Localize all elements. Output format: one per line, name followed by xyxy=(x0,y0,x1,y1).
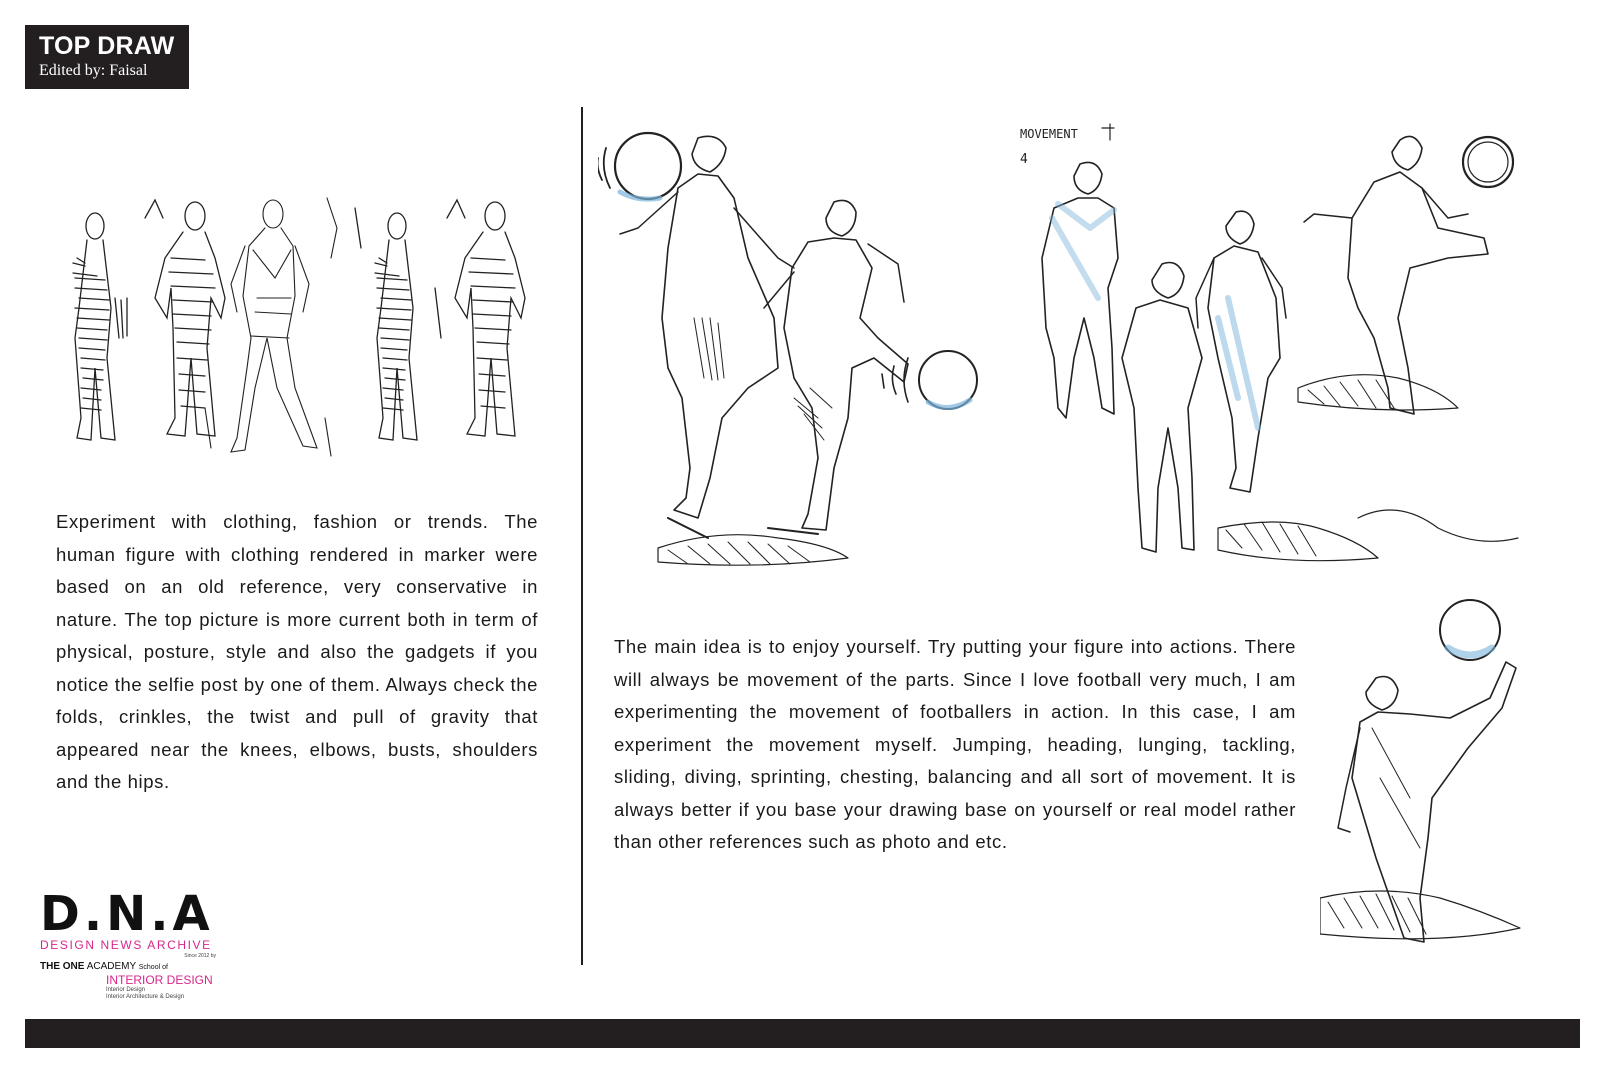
column-divider xyxy=(581,107,583,965)
football-sketch-movement xyxy=(1018,118,1553,588)
football-sketch-chesting xyxy=(1320,598,1555,988)
logo-school-of: School of xyxy=(138,964,168,971)
logo-title: D.N.A xyxy=(40,886,214,942)
figure-3 xyxy=(205,198,337,456)
logo-academy-rest: ACADEMY xyxy=(86,961,136,972)
logo-line-2: Interior Architecture & Design xyxy=(106,994,185,1000)
figure-4 xyxy=(355,208,441,440)
football-sketch-heading xyxy=(598,118,1018,588)
dna-logo xyxy=(40,886,230,1010)
figure-1 xyxy=(73,213,115,440)
logo-since: Since 2012 by xyxy=(184,953,216,959)
footer-bar xyxy=(25,1019,1580,1048)
figure-2 xyxy=(115,200,225,436)
header-box xyxy=(25,25,189,89)
ball-1 xyxy=(615,133,681,199)
editor-credit: Edited by: Faisal xyxy=(39,62,148,79)
ball-3 xyxy=(1463,137,1513,187)
figure-5 xyxy=(447,200,525,436)
logo-academy-bold: THE ONE xyxy=(40,961,85,972)
left-paragraph: Experiment with clothing, fashion or trends. The human figure with clothing rendered in marker were based on an old reference, very conservative in nature. The top picture is more current both in term of physical, posture, style and also the gadgets if you notice the selfie post by one of them. Always check the folds, crinkles, the twist and pull of gravity that appeared near the knees, elbows, busts, shoulders and the hips. xyxy=(56,511,538,792)
fashion-figures-sketch xyxy=(55,188,540,463)
movement-number: 4 xyxy=(1020,152,1028,167)
logo-line-1: Interior Design xyxy=(106,987,146,993)
page-title: TOP DRAW xyxy=(39,32,175,60)
right-paragraph: The main idea is to enjoy yourself. Try putting your figure into actions. There will always be movement of the parts. Since I love football very much, I am experimenting the movement of footballers in action. In this case, I am experiment the movement myself. Jumping, heading, lunging, tackling, sliding, diving, sprinting, chesting, balancing and all sort of movement. It is always better if you base your drawing base on yourself or real model rather than other references such as photo and etc. xyxy=(614,636,1296,852)
logo-school: INTERIOR DESIGN xyxy=(106,973,213,987)
logo-subtitle: DESIGN NEWS ARCHIVE xyxy=(40,938,212,952)
movement-label: MOVEMENT xyxy=(1020,127,1078,141)
